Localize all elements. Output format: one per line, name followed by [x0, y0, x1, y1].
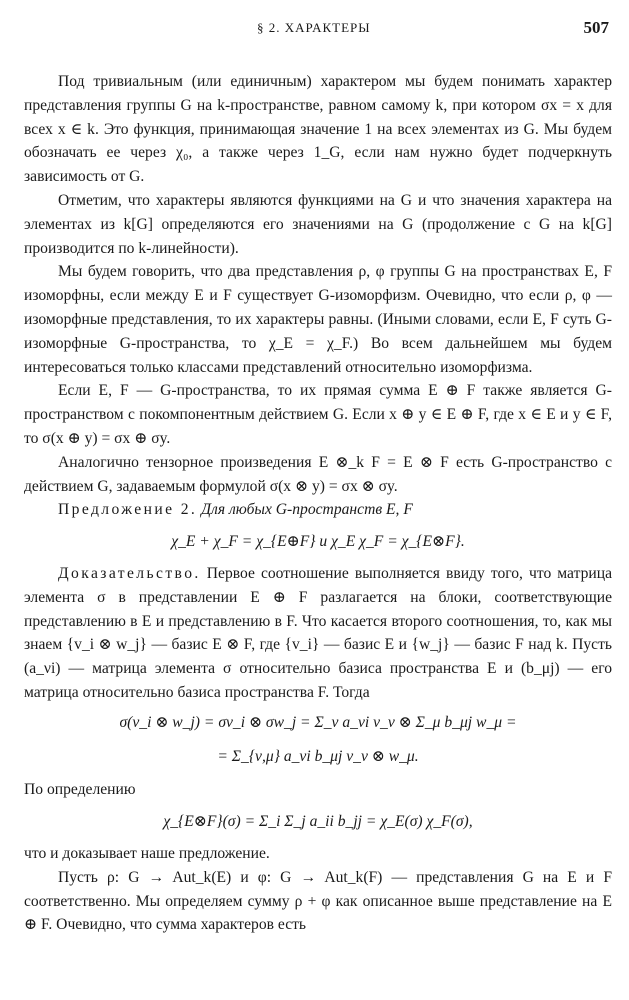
paragraph-isomorphic: Мы будем говорить, что два представления ρ, φ группы G на пространствах E, F изоморфны, если между E и F существует G-изоморфизм. Очевидно, что если ρ, φ — изоморфные представления, то их характеры равны. (Иными словами, если E, F суть G-изоморфные G-пространства, то χ_E = χ_F.) Во всем дальнейшем мы будем интересоваться только классами представлений относительно изоморфизма. [24, 263, 612, 376]
equation-tensor-line2: = Σ_{ν,μ} a_νi b_μj v_ν ⊗ w_μ. [217, 747, 419, 765]
proof-head: Доказательство. [58, 564, 201, 582]
proposition-head: Предложение 2. [58, 501, 198, 519]
page-number: 507 [583, 18, 609, 37]
section-title: § 2. ХАРАКТЕРЫ [257, 20, 371, 35]
proposition [24, 498, 612, 522]
running-header [0, 18, 629, 40]
paragraph-characters-functions: Отметим, что характеры являются функциями на G и что значения характера на элементах из k[G] определяются его значениями на G (продолжение с G на k[G] производится по k-линейности). [24, 191, 612, 257]
paragraph-tensor-product: Аналогично тензорное произведения E ⊗_k F = E ⊗ F есть G-пространство с действием G, задаваемым формулой σ(x ⊗ y) = σx ⊗ σy. [24, 453, 612, 495]
proof-body: Первое соотношение выполняется ввиду того, что матрица элемента σ в представлении E ⊕ F разлагается на блоки, соответствующие представлению в E и представлению в F. Что касается второго соотношения, то, как мы знаем {v_i ⊗ w_j} — базис E ⊗ F, где {v_i} — базис E и {w_j} — базис F над k. Пусть (a_νi) — матрица элемента σ относительно базиса пространства E и (b_μj) — его матрица относительно базиса пространства F. Тогда [24, 564, 612, 701]
proposition-body: Для любых G-пространств E, F [201, 501, 413, 519]
equation-trace: χ_{E⊗F}(σ) = Σ_i Σ_j a_ii b_jj = χ_E(σ) χ_F(σ), [163, 813, 473, 831]
paragraph-representations-sum: Пусть ρ: G → Aut_k(E) и φ: G → Aut_k(F) — представления G на E и F соответственно. Мы определяем сумму ρ + φ как описанное выше представление на E ⊕ F. Очевидно, что сумма характеров есть [24, 868, 612, 934]
paragraph-trivial-character: Под тривиальным (или единичным) характером мы будем понимать характер представления группы G на k-пространстве, равном самому k, при котором σx = x для всех x ∈ k. Это функция, принимающая значение 1 на всех элементах из G. Мы будем обозначать ее через χ₀, а также через 1_G, если нам нужно будет подчеркнуть зависимость от G. [24, 73, 612, 186]
page-body [24, 70, 612, 937]
equation-tensor-line1: σ(v_i ⊗ w_j) = σv_i ⊗ σw_j = Σ_ν a_νi v_ν ⊗ Σ_μ b_μj w_μ = [119, 713, 517, 731]
paragraph-conclusion: что и доказывает наше предложение. [24, 844, 270, 862]
paragraph-direct-sum: Если E, F — G-пространства, то их прямая сумма E ⊕ F также является G-пространством с покомпонентным действием G. Если x ⊕ y ∈ E ⊕ F, где x ∈ E и y ∈ F, то σ(x ⊕ y) = σx ⊕ σy. [24, 382, 612, 447]
equation-characters: χ_E + χ_F = χ_{E⊕F} и χ_E χ_F = χ_{E⊗F}. [171, 533, 465, 551]
paragraph-by-definition: По определению [24, 781, 136, 799]
proof [24, 562, 612, 705]
